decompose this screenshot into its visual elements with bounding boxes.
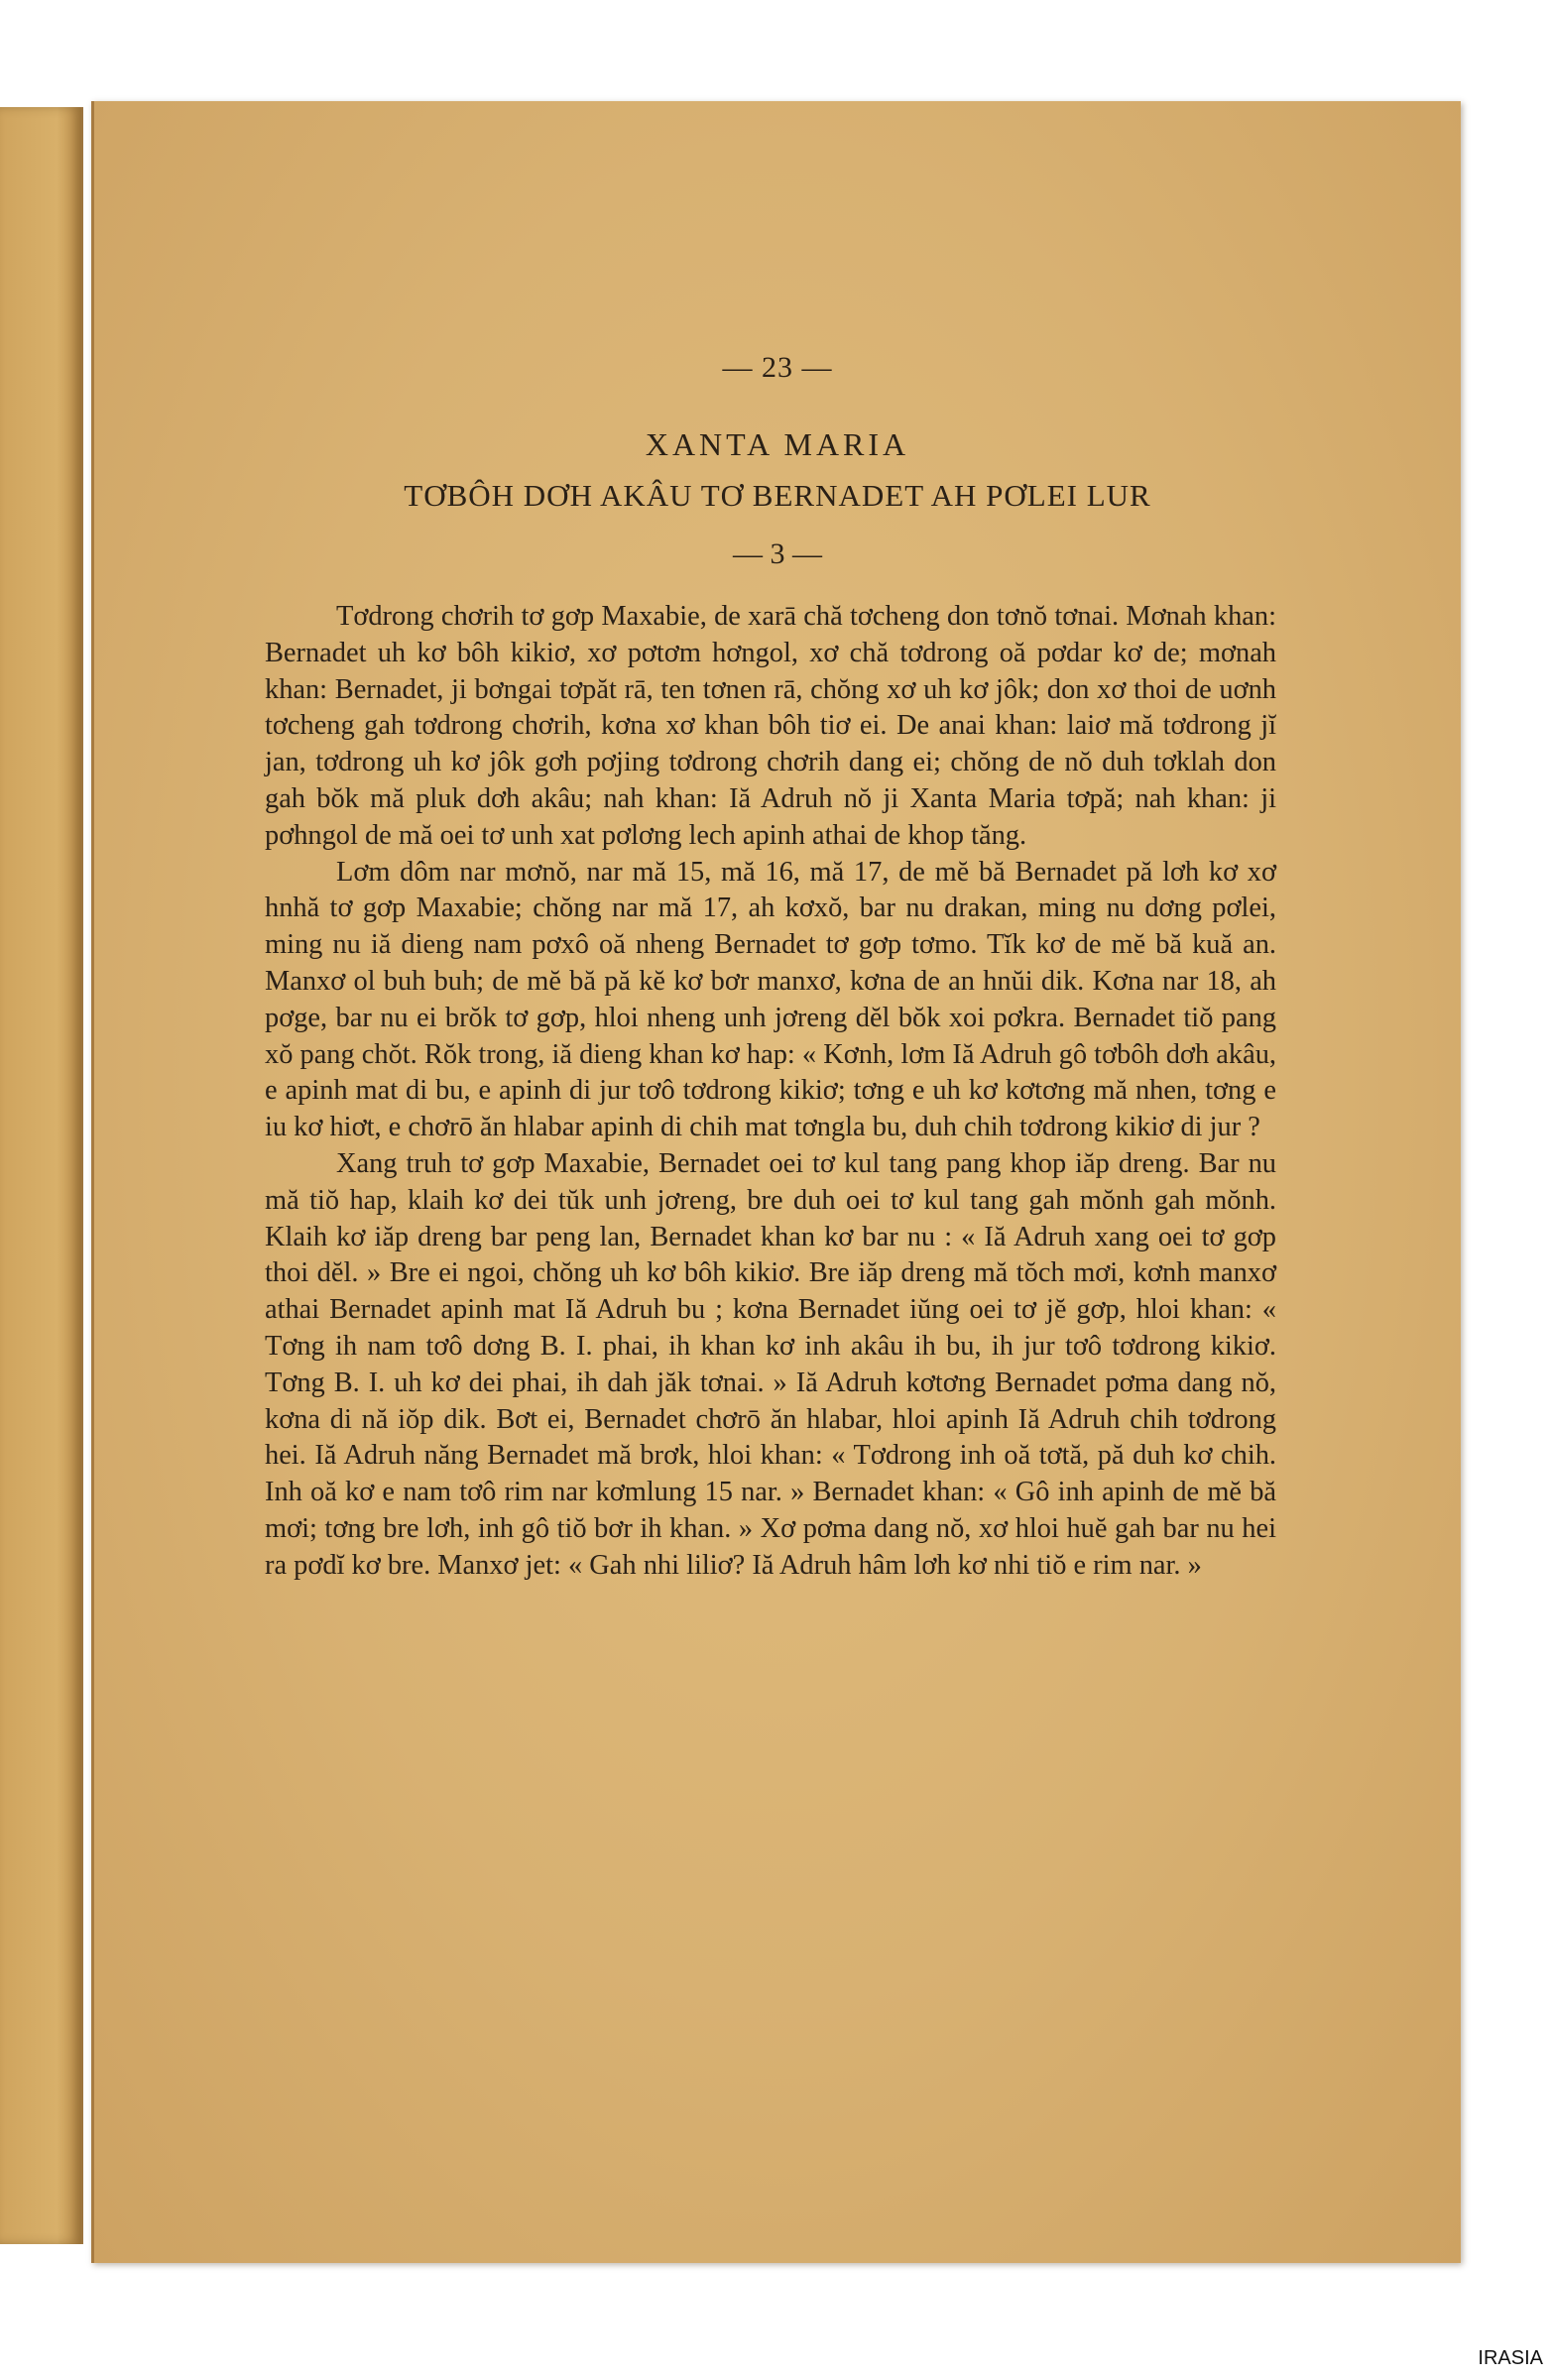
document-page <box>91 101 1461 2263</box>
section-number: — 3 — <box>733 537 822 570</box>
page-subtitle: TƠBÔH DƠH AKÂU TƠ BERNADET AH PƠLEI LUR <box>404 478 1151 513</box>
paragraph-3: Xang truh tơ gơp Maxabie, Bernadet oei tơ kul tang pang khop iăp dreng. Bar nu mă tiŏ hap, klaih kơ dei tŭk unh jơreng, bre duh oei tơ kul tang gah mŏnh gah mŏnh. Klaih kơ iăp dreng bar peng lan, Bernadet khan kơ bar nu : « Iă Adruh xang oei tơ gơp thoi dĕl. » Bre ei ngoi, chŏng uh kơ bôh kikiơ. Bre iăp dreng mă tŏch mơi, kơnh manxơ athai Bernadet apinh mat Iă Adruh bu ; kơna Bernadet iŭng oei tơ jĕ gơp, hloi khan: « Tơng ih nam tơô dơng B. I. phai, ih khan kơ inh akâu ih bu, ih jur tơô tơdrong kikiơ. Tơng B. I. uh kơ dei phai, ih dah jăk tơnai. » Iă Adruh kơtơng Bernadet pơma dang nŏ, kơna di nă iŏp dik. Bơt ei, Bernadet chơrō ăn hlabar, hloi apinh Iă Adruh chih tơdrong hei. Iă Adruh năng Bernadet mă brơk, hloi khan: « Tơdrong inh oă tơtă, pă duh kơ chih. Inh oă kơ e nam tơô rim nar kơmlung 15 nar. » Bernadet khan: « Gô inh apinh de mĕ bă mơi; tơng bre lơh, inh gô tiŏ bơr ih khan. » Xơ pơma dang nŏ, xơ hloi huĕ gah bar nu hei ra pơdĭ kơ bre. Manxơ jet: « Gah nhi liliơ? Iă Adruh hâm lơh kơ nhi tiŏ e rim nar. » <box>265 1147 1276 1581</box>
watermark-label: IRASIA <box>1478 2347 1543 2369</box>
page-number: — 23 — <box>722 351 833 384</box>
adjacent-page-edge <box>0 107 83 2244</box>
paragraph-2: Lơm dôm nar mơnŏ, nar mă 15, mă 16, mă 17, de mĕ bă Bernadet pă lơh kơ xơ hnhă tơ gơp Maxabie; chŏng nar mă 17, ah kơxŏ, bar nu drakan, ming nu dơng pơlei, ming nu iă dieng nam pơxô oă nheng Bernadet tơ gơp tơmo. Tĭk kơ de mĕ bă kuă an. Manxơ ol buh buh; de mĕ bă pă kĕ kơ bơr manxơ, kơna de an hnŭi dik. Kơna nar 18, ah pơge, bar nu ei brŏk tơ gơp, hloi nheng unh jơreng dĕl bŏk xoi pơkra. Bernadet tiŏ pang xŏ pang chŏt. Rŏk trong, iă dieng khan kơ hap: « Kơnh, lơm Iă Adruh gô tơbôh dơh akâu, e apinh mat di bu, e apinh di jur tơô tơdrong kikiơ; tơng e uh kơ kơtơng mă nhen, tơng e iu kơ hiơt, e chơrō ăn hlabar apinh di chih mat tơngla bu, duh chih tơdrong kikiơ di jur ? <box>265 856 1276 1143</box>
body-text <box>265 599 1276 1585</box>
page-title: XANTA MARIA <box>645 426 910 462</box>
paragraph-1: Tơdrong chơrih tơ gơp Maxabie, de xarā chă tơcheng don tơnŏ tơnai. Mơnah khan: Bernadet uh kơ bôh kikiơ, xơ pơtơm hơngol, xơ chă tơdrong oă pơdar kơ de; mơnah khan: Bernadet, ji bơngai tơpăt rā, ten tơnen rā, chŏng xơ uh kơ jôk; don xơ thoi de uơnh tơcheng gah tơdrong chơrih, kơna xơ khan bôh tiơ ei. De anai khan: laiơ mă tơdrong jĭ jan, tơdrong uh kơ jôk gơh pơjing tơdrong chơrih dang ei; chŏng de nŏ duh tơklah don gah bŏk mă pluk dơh akâu; nah khan: Iă Adruh nŏ ji Xanta Maria tơpă; nah khan: ji pơhngol de mă oei tơ unh xat pơlơng lech apinh athai de khop tăng. <box>265 601 1276 851</box>
